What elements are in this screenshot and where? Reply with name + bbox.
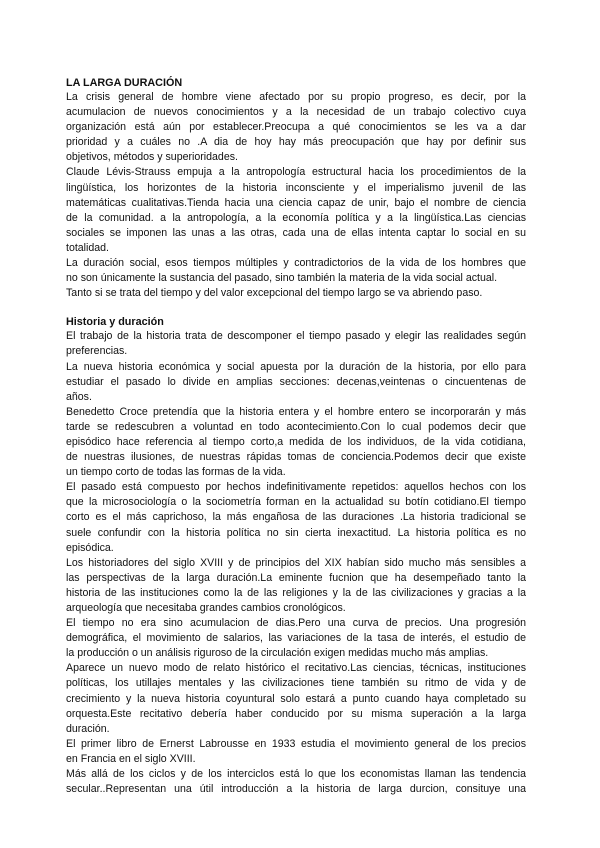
paragraph	[66, 165, 526, 256]
text-line: El primer libro de Ernerst Labrousse en 1933 estudia el movimiento general de los precios	[66, 737, 526, 750]
document-body	[66, 76, 526, 797]
text-line: no son únicamente la sustancia del pasado, sino también la materia de la vida social actual.	[66, 272, 498, 285]
paragraph	[66, 737, 526, 767]
paragraph	[66, 286, 526, 301]
paragraph	[66, 767, 526, 797]
text-line: La duración social, esos tiempos múltiples y contradictorios de la vida de los hombres que	[66, 257, 526, 270]
paragraph	[66, 556, 526, 616]
section-spacer	[66, 301, 526, 311]
paragraph	[66, 616, 526, 661]
paragraph	[66, 480, 526, 555]
paragraph	[66, 329, 526, 359]
text-line: prioridad y a cuáles no .A dia de hoy hay más preocupación que hay por definir sus	[66, 136, 526, 149]
text-line: lingüística, los horizontes de la historia inconsciente y el imperialismo juvenil de las	[66, 181, 526, 194]
paragraph	[66, 90, 526, 165]
section-title-historia-y-duracion: Historia y duración	[66, 316, 164, 329]
text-line: la producción o un análisis riguroso de la circulación exigen medidas mucho más amplias.	[66, 647, 489, 660]
text-line: organización está aún por establecer.Preocupa a qué conocimientos se les va a dar	[66, 121, 526, 134]
text-line: episódica.	[66, 541, 114, 554]
text-line: tarde se redescubren a voluntad en todo acontecimiento.Con lo cual podemos decir que	[66, 420, 526, 433]
text-line: crecimiento y la nueva historia coyuntural solo estará a punto cuando haya completado su	[66, 692, 526, 705]
text-line: secular..Representan una útil introducción a la historia de larga durcion, consituye una	[66, 783, 526, 796]
section-title-larga-duracion: LA LARGA DURACIÓN	[66, 77, 183, 89]
text-line: demográfica, el movimiento de salarios, las variaciones de la tasa de interés, el estudio de	[66, 632, 526, 645]
text-line: orquesta.Este recitativo debería haber conducido por su misma superación a la larga	[66, 707, 526, 720]
text-line: en Francia en el siglo XVIII.	[66, 752, 196, 765]
text-line: Tanto si se trata del tiempo y del valor excepcional del tiempo largo se va abriendo paso.	[66, 287, 483, 300]
text-line: Benedetto Croce pretendía que la historia entera y el hombre entero se incorporarán y más	[66, 405, 526, 418]
text-line: El tiempo no era sino acumulacion de dias.Pero una curva de precios. Una progresión	[66, 617, 526, 630]
paragraph	[66, 661, 526, 736]
paragraph	[66, 256, 526, 286]
text-line: corto es el más caprichoso, la más engañosa de las duraciones .La historia tradicional se	[66, 511, 526, 524]
paragraph	[66, 405, 526, 480]
text-line: Aparece un nuevo modo de relato histórico el recitativo.Las ciencias, técnicas, instituciones	[66, 662, 526, 675]
text-line: suele confundir con la historia política no sin cierta inexactitud. La historia política es no	[66, 526, 526, 539]
text-line: Los historiadores del siglo XVIII y de principios del XIX habían sido mucho más sensibles a	[66, 556, 526, 569]
text-line: preferencias.	[66, 345, 128, 358]
text-line: sociales se imponen las unas a las otras, cada una de ellas intenta captar lo social en su	[66, 226, 526, 239]
text-line: políticas, los utillajes mentales y las civilizaciones tiene también su ritmo de vida y de	[66, 677, 526, 690]
text-line: un tiempo corto de todas las formas de la vida.	[66, 466, 286, 479]
text-line: totalidad.	[66, 241, 109, 254]
text-line: La nueva historia económica y social apuesta por la duración de la historia, por ello para	[66, 360, 526, 373]
text-line: Más allá de los ciclos y de los interciclos está lo que los economistas llaman las tendencia	[66, 768, 526, 781]
text-line: matemáticas cualitativas.Tienda hacia una ciencia capaz de unir, bajo el nombre de ciencia	[66, 196, 526, 209]
text-line: duración.	[66, 722, 110, 735]
text-line: de nuestras ilusiones, de nuestras rápidas tomas de conciencia.Podemos decir que existe	[66, 451, 526, 464]
text-line: El trabajo de la historia trata de descomponer el tiempo pasado y elegir las realidades según	[66, 330, 526, 343]
section-historia-y-duracion	[66, 329, 526, 797]
text-line: acumulacion de nuevos conocimientos y a la necesidad de un trabajo colectivo cuya	[66, 106, 526, 119]
text-line: de la comunidad. a la antropología, a la economía política y a la lingüística.Las ciencias	[66, 211, 526, 224]
text-line: que la microsociología o la sociometría forman en la actualidad su botín cotidiano.El tiempo	[66, 496, 526, 509]
text-line: La crisis general de hombre viene afectado por su propio progreso, es decir, por la	[66, 91, 526, 103]
text-line: episódico hace referencia al tiempo corto,a medida de los individuos, de la vida cotidiana,	[66, 435, 526, 448]
text-line: El pasado está compuesto por hechos indefinitivamente repetidos: aquellos hechos con los	[66, 481, 526, 494]
text-line: objetivos, métodos y superioridades.	[66, 151, 238, 164]
section-larga-duracion	[66, 90, 526, 301]
text-line: arqueología que necesitaba grandes cambios cronológicos.	[66, 602, 346, 614]
text-line: años.	[66, 390, 92, 403]
text-line: Claude Lévis-Strauss empuja a la antropología estructural hacia los procedimientos de la	[66, 166, 526, 179]
text-line: las perspectivas de la larga duración.La eminente fucnion que ha desempeñado tanto la	[66, 571, 526, 584]
text-line: historia de las instituciones como la de las religiones y la de las civilizaciones y gracias a la	[66, 586, 526, 599]
text-line: estudiar el pasado lo divide en amplias secciones: decenas,veintenas o cincuentenas de	[66, 375, 526, 388]
paragraph	[66, 360, 526, 405]
